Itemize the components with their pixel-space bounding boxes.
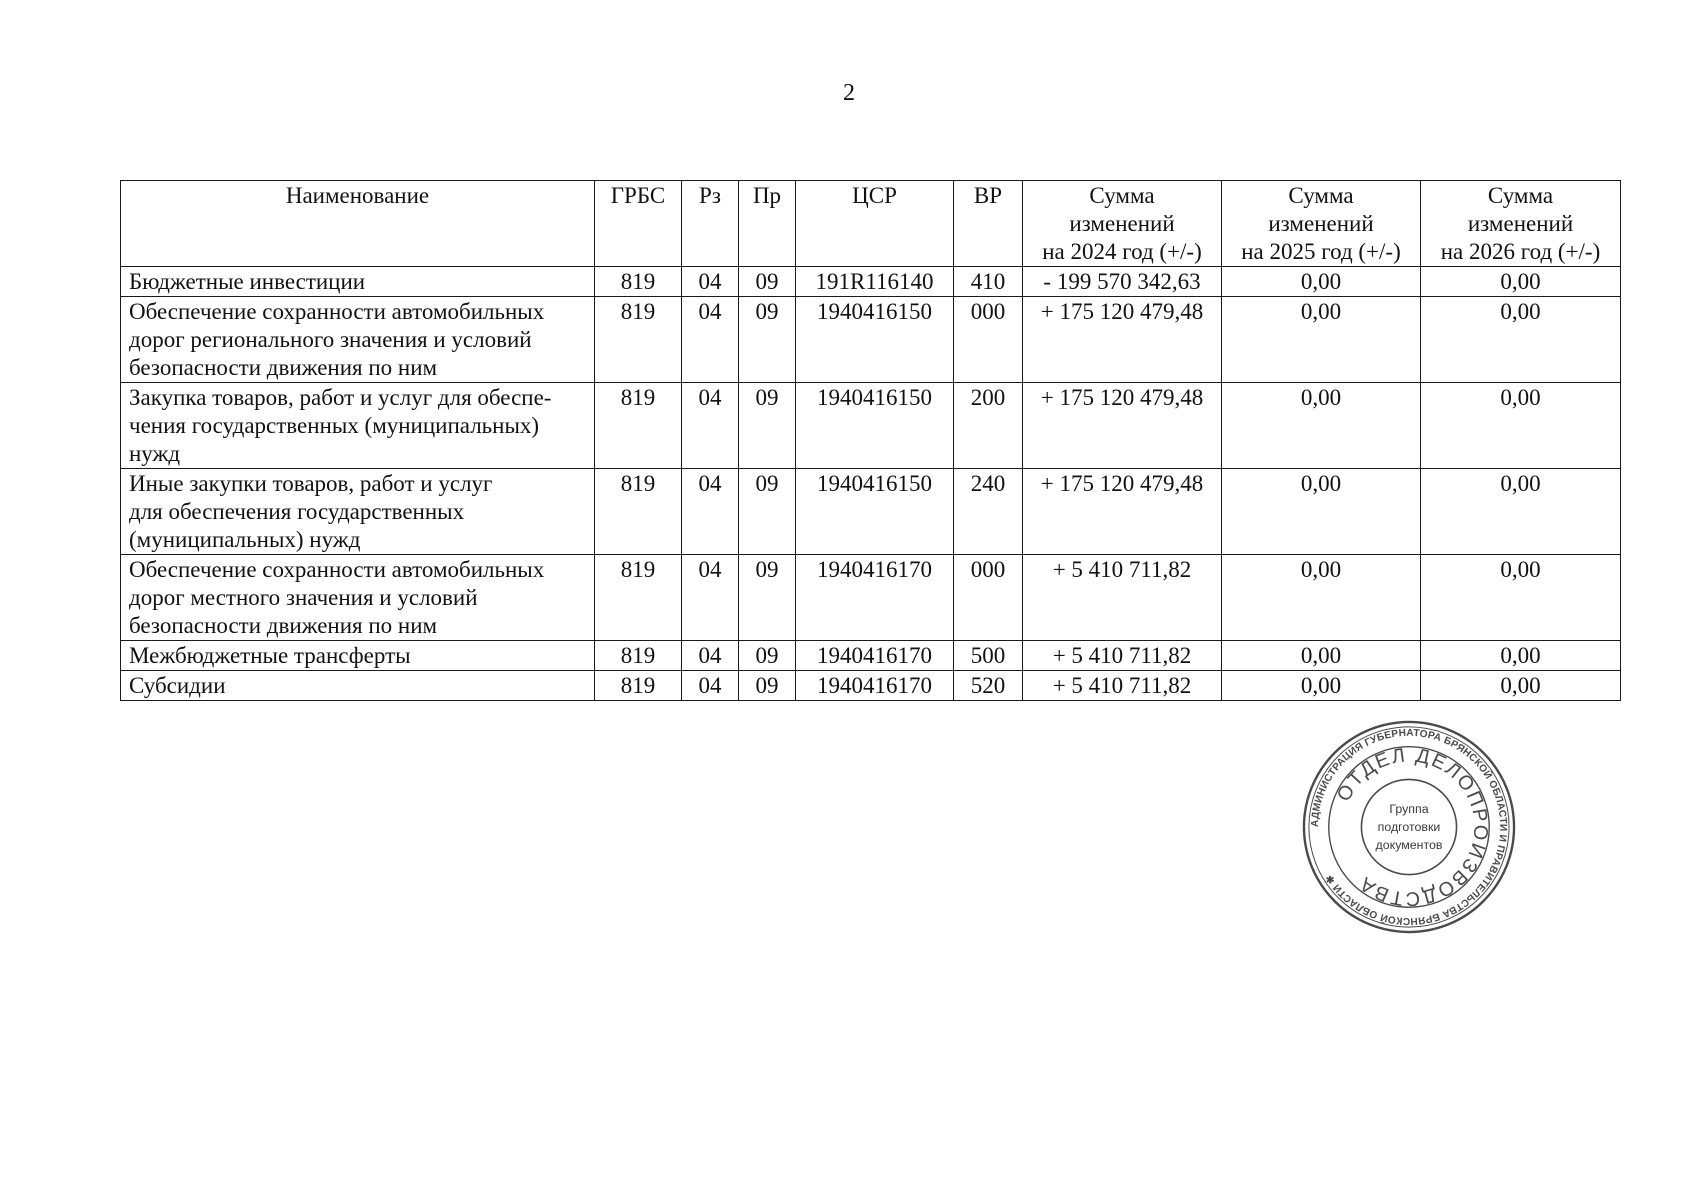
row-sum-2024: + 5 410 711,82 bbox=[1023, 641, 1222, 671]
header-name: Наименование bbox=[121, 181, 595, 267]
row-rz: 04 bbox=[682, 469, 739, 555]
row-rz: 04 bbox=[682, 297, 739, 383]
row-name: Субсидии bbox=[121, 671, 595, 701]
row-rz: 04 bbox=[682, 641, 739, 671]
row-csr: 1940416150 bbox=[796, 297, 954, 383]
table-row bbox=[121, 555, 1621, 641]
row-pr: 09 bbox=[739, 641, 796, 671]
row-vr: 410 bbox=[954, 267, 1023, 297]
header-grbs: ГРБС bbox=[595, 181, 682, 267]
header-sum-2024: Сумма изменений на 2024 год (+/-) bbox=[1023, 181, 1222, 267]
row-sum-2026: 0,00 bbox=[1421, 469, 1621, 555]
header-vr: ВР bbox=[954, 181, 1023, 267]
row-grbs: 819 bbox=[595, 383, 682, 469]
row-name: Закупка товаров, работ и услуг для обеспе- чения государственных (муниципальных) нужд bbox=[121, 383, 595, 469]
row-csr: 191R116140 bbox=[796, 267, 954, 297]
page-number: 2 bbox=[843, 80, 855, 106]
row-pr: 09 bbox=[739, 555, 796, 641]
row-vr: 520 bbox=[954, 671, 1023, 701]
row-grbs: 819 bbox=[595, 267, 682, 297]
row-pr: 09 bbox=[739, 267, 796, 297]
row-name: Иные закупки товаров, работ и услуг для обеспечения государственных (муниципальных) нужд bbox=[121, 469, 595, 555]
row-sum-2026: 0,00 bbox=[1421, 297, 1621, 383]
budget-changes-table bbox=[120, 180, 1621, 701]
stamp-center-line-1: Группа bbox=[1389, 802, 1429, 817]
row-csr: 1940416150 bbox=[796, 469, 954, 555]
row-sum-2026: 0,00 bbox=[1421, 267, 1621, 297]
row-pr: 09 bbox=[739, 383, 796, 469]
office-stamp bbox=[1300, 718, 1518, 936]
row-grbs: 819 bbox=[595, 297, 682, 383]
table-row bbox=[121, 641, 1621, 671]
row-sum-2026: 0,00 bbox=[1421, 555, 1621, 641]
row-rz: 04 bbox=[682, 267, 739, 297]
row-vr: 200 bbox=[954, 383, 1023, 469]
row-sum-2025: 0,00 bbox=[1222, 383, 1421, 469]
table-row bbox=[121, 297, 1621, 383]
row-csr: 1940416170 bbox=[796, 555, 954, 641]
row-sum-2024: + 175 120 479,48 bbox=[1023, 297, 1222, 383]
row-rz: 04 bbox=[682, 383, 739, 469]
row-sum-2024: + 5 410 711,82 bbox=[1023, 555, 1222, 641]
row-sum-2025: 0,00 bbox=[1222, 297, 1421, 383]
row-sum-2025: 0,00 bbox=[1222, 555, 1421, 641]
row-rz: 04 bbox=[682, 555, 739, 641]
row-pr: 09 bbox=[739, 671, 796, 701]
stamp-center-line-3: документов bbox=[1375, 837, 1443, 852]
row-grbs: 819 bbox=[595, 641, 682, 671]
table-row bbox=[121, 383, 1621, 469]
row-sum-2025: 0,00 bbox=[1222, 641, 1421, 671]
table-row bbox=[121, 671, 1621, 701]
row-pr: 09 bbox=[739, 469, 796, 555]
header-sum-2025: Сумма изменений на 2025 год (+/-) bbox=[1222, 181, 1421, 267]
stamp-inner-text: ОТДЕЛ ДЕЛОПРОИЗВОДСТВА bbox=[1332, 744, 1492, 910]
row-name: Обеспечение сохранности автомобильных дорог регионального значения и условий безопасности движения по ним bbox=[121, 297, 595, 383]
row-rz: 04 bbox=[682, 671, 739, 701]
header-pr: Пр bbox=[739, 181, 796, 267]
row-pr: 09 bbox=[739, 297, 796, 383]
stamp-outer-text: АДМИНИСТРАЦИЯ ГУБЕРНАТОРА БРЯНСКОЙ ОБЛАСТИ И ПРАВИТЕЛЬСТВА БРЯНСКОЙ ОБЛАСТИ ✱ bbox=[1309, 727, 1509, 927]
row-vr: 000 bbox=[954, 297, 1023, 383]
table-row bbox=[121, 469, 1621, 555]
row-vr: 000 bbox=[954, 555, 1023, 641]
table-row bbox=[121, 267, 1621, 297]
row-sum-2026: 0,00 bbox=[1421, 383, 1621, 469]
stamp-center-line-2: подготовки bbox=[1377, 819, 1441, 834]
row-sum-2024: + 175 120 479,48 bbox=[1023, 469, 1222, 555]
row-sum-2026: 0,00 bbox=[1421, 641, 1621, 671]
header-csr: ЦСР bbox=[796, 181, 954, 267]
row-name: Межбюджетные трансферты bbox=[121, 641, 595, 671]
row-grbs: 819 bbox=[595, 671, 682, 701]
row-sum-2025: 0,00 bbox=[1222, 671, 1421, 701]
header-sum-2026: Сумма изменений на 2026 год (+/-) bbox=[1421, 181, 1621, 267]
row-csr: 1940416150 bbox=[796, 383, 954, 469]
row-sum-2024: - 199 570 342,63 bbox=[1023, 267, 1222, 297]
row-name: Обеспечение сохранности автомобильных дорог местного значения и условий безопасности движения по ним bbox=[121, 555, 595, 641]
row-sum-2024: + 175 120 479,48 bbox=[1023, 383, 1222, 469]
table-header-row bbox=[121, 181, 1621, 267]
row-vr: 240 bbox=[954, 469, 1023, 555]
row-vr: 500 bbox=[954, 641, 1023, 671]
row-name: Бюджетные инвестиции bbox=[121, 267, 595, 297]
row-grbs: 819 bbox=[595, 469, 682, 555]
row-sum-2024: + 5 410 711,82 bbox=[1023, 671, 1222, 701]
row-grbs: 819 bbox=[595, 555, 682, 641]
row-csr: 1940416170 bbox=[796, 641, 954, 671]
row-sum-2025: 0,00 bbox=[1222, 469, 1421, 555]
row-csr: 1940416170 bbox=[796, 671, 954, 701]
header-rz: Рз bbox=[682, 181, 739, 267]
row-sum-2026: 0,00 bbox=[1421, 671, 1621, 701]
row-sum-2025: 0,00 bbox=[1222, 267, 1421, 297]
